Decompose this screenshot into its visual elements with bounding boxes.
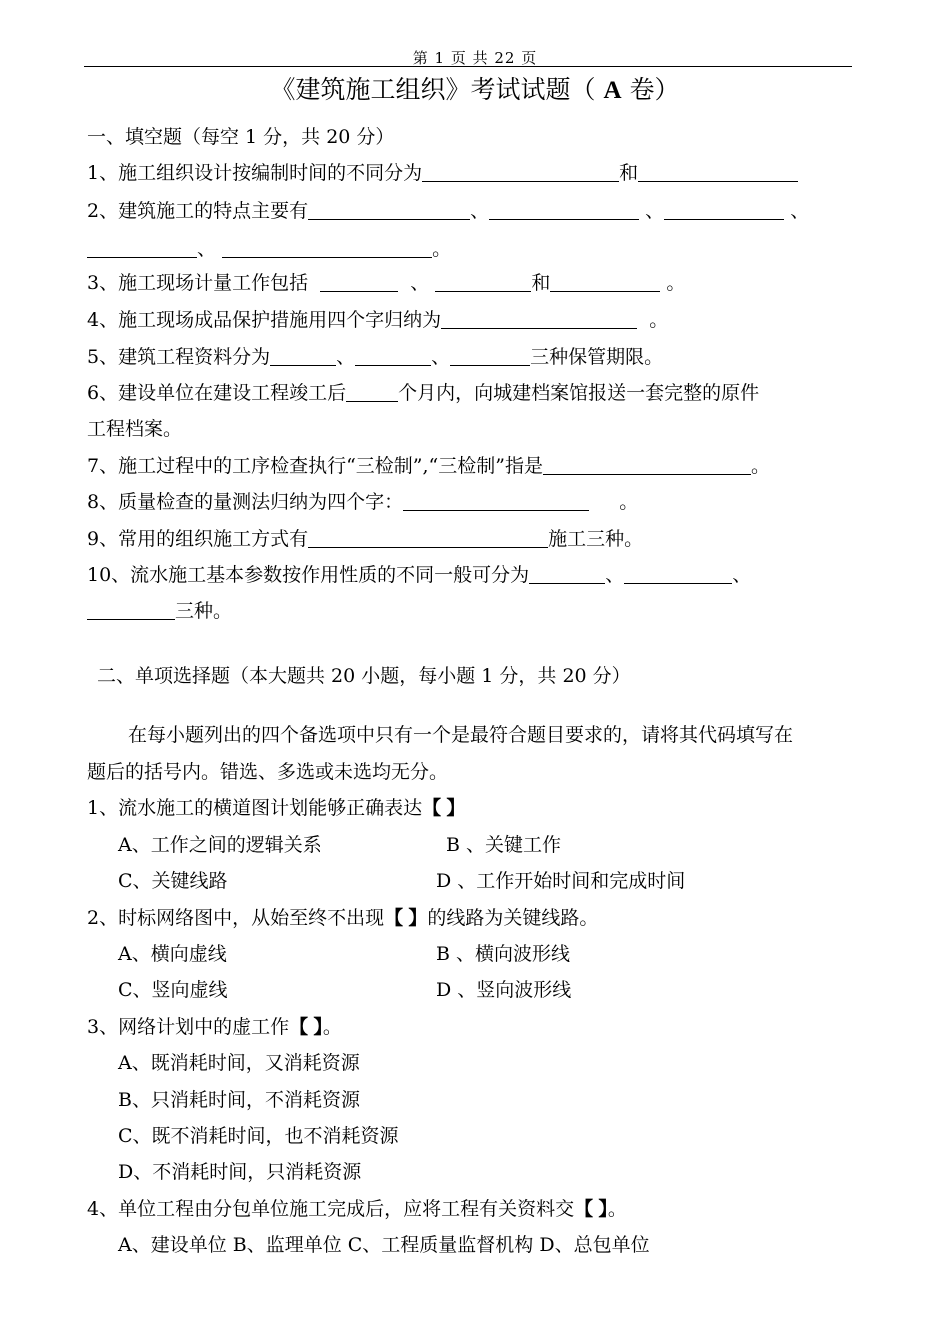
separator: 、 (431, 346, 451, 368)
q3-text: 3、施工现场计量工作包括 (87, 272, 309, 294)
answer-blank[interactable] (489, 199, 639, 220)
separator: 、 (470, 200, 490, 222)
answer-blank[interactable] (543, 454, 751, 475)
title-prefix: 《建筑施工组织》考试试题（ (270, 75, 596, 104)
q7-text: 7、施工过程中的工序检查执行“三检制”,“三检制”指是 (87, 455, 543, 477)
fill-question-6 (87, 380, 850, 406)
choice-question-1 (87, 795, 850, 822)
answer-bracket[interactable]: 【 】 (384, 908, 428, 929)
answer-blank[interactable] (624, 563, 732, 584)
option-c: C、关键线路 (118, 870, 228, 892)
period: 。 (649, 309, 669, 331)
q9-text: 9、常用的组织施工方式有 (87, 528, 309, 550)
answer-blank[interactable] (87, 599, 175, 620)
period: 。 (432, 238, 452, 260)
answer-blank[interactable] (664, 199, 784, 220)
fill-question-1 (87, 160, 850, 186)
answer-bracket[interactable]: 【 】 (574, 1199, 608, 1220)
answer-blank[interactable] (346, 381, 398, 402)
answer-blank[interactable] (308, 527, 548, 548)
fill-question-3 (87, 270, 850, 296)
question-stem-end: 。 (322, 1016, 342, 1038)
choice-question-4 (87, 1196, 850, 1223)
separator: 、 (605, 564, 625, 586)
fill-question-7 (87, 453, 850, 479)
option-d: D 、竖向波形线 (436, 979, 572, 1001)
q6-text: 6、建设单位在建设工程竣工后 (87, 382, 347, 404)
answer-blank[interactable] (638, 161, 798, 182)
q6-text-cont: 个月内，向城建档案馆报送一套完整的原件 (398, 382, 760, 404)
period: 。 (750, 455, 770, 477)
answer-blank[interactable] (270, 345, 336, 366)
title-suffix: 卷） (629, 75, 680, 104)
option-a: A、既消耗时间，又消耗资源 (118, 1052, 360, 1074)
answer-blank[interactable] (529, 563, 605, 584)
separator: 、 (732, 564, 752, 586)
q10-text: 10、流水施工基本参数按作用性质的不同一般可分为 (87, 564, 530, 586)
answer-bracket[interactable]: 【 】 (289, 1017, 323, 1038)
q5-text: 5、建筑工程资料分为 (87, 346, 271, 368)
option-a: A、工作之间的逻辑关系 (118, 834, 322, 856)
option-b: B 、横向波形线 (436, 943, 571, 965)
period: 。 (619, 491, 639, 513)
answer-blank[interactable] (222, 237, 432, 258)
fill-question-2 (87, 198, 850, 224)
exam-title (0, 74, 950, 107)
section2-intro-line1: 在每小题列出的四个备选项中只有一个是最符合题目要求的，请将其代码填写在 (128, 724, 794, 746)
fill-question-8 (87, 489, 850, 515)
option-d: D 、工作开始时间和完成时间 (436, 870, 686, 892)
q2-text: 2、建筑施工的特点主要有 (87, 200, 309, 222)
answer-bracket[interactable]: 【 】 (422, 798, 466, 819)
fill-question-9 (87, 526, 850, 552)
option-b: B、只消耗时间，不消耗资源 (118, 1089, 360, 1111)
section2-heading: 二、单项选择题（本大题共 20 小题，每小题 1 分，共 20 分） (97, 665, 631, 687)
choice-question-3 (87, 1014, 850, 1041)
answer-blank[interactable] (308, 199, 470, 220)
fill-question-10 (87, 562, 850, 588)
question-stem: 1、流水施工的横道图计划能够正确表达 (87, 797, 423, 819)
answer-blank[interactable] (422, 161, 619, 182)
answer-blank[interactable] (450, 345, 530, 366)
q1-and: 和 (619, 162, 639, 184)
answer-blank[interactable] (441, 308, 637, 329)
section2-intro-line2: 题后的括号内。错选、多选或未选均无分。 (87, 761, 449, 783)
answer-blank[interactable] (435, 271, 531, 292)
answer-blank[interactable] (320, 271, 398, 292)
answer-blank[interactable] (403, 490, 589, 511)
fill-question-4 (87, 307, 850, 333)
q10-end: 三种。 (175, 600, 233, 622)
option-c: C、竖向虚线 (118, 979, 228, 1001)
separator: 、 (197, 238, 217, 260)
fill-question-5 (87, 344, 850, 370)
question-stem: 4、单位工程由分包单位施工完成后，应将工程有关资料交 (87, 1198, 575, 1220)
answer-blank[interactable] (355, 345, 431, 366)
section1-heading: 一、填空题（每空 1 分，共 20 分） (87, 126, 395, 148)
fill-question-2-cont (87, 236, 850, 262)
separator: 、 (790, 200, 810, 222)
choice-question-2 (87, 905, 850, 932)
option-d: D、不消耗时间，只消耗资源 (118, 1161, 362, 1183)
header-rule (84, 66, 852, 67)
answer-blank[interactable] (550, 271, 660, 292)
options-row: A、建设单位 B、监理单位 C、工程质量监督机构 D、总包单位 (118, 1234, 650, 1256)
q1-text: 1、施工组织设计按编制时间的不同分为 (87, 162, 423, 184)
answer-blank[interactable] (87, 237, 197, 258)
page-number-header: 第 1 页 共 22 页 (412, 49, 538, 67)
option-b: B 、关键工作 (446, 834, 562, 856)
q4-text: 4、施工现场成品保护措施用四个字归纳为 (87, 309, 442, 331)
q9-end: 施工三种。 (548, 528, 644, 550)
q3-and: 和 (531, 272, 551, 294)
option-c: C、既不消耗时间，也不消耗资源 (118, 1125, 399, 1147)
q8-text: 8、质量检查的量测法归纳为四个字： (87, 491, 404, 513)
fill-question-10-cont (87, 598, 850, 624)
separator: 、 (645, 200, 665, 222)
question-stem: 3、网络计划中的虚工作 (87, 1016, 290, 1038)
question-stem: 2、时标网络图中，从始至终不出现 (87, 907, 385, 929)
question-stem-end: 。 (607, 1198, 627, 1220)
separator: 、 (410, 272, 430, 294)
fill-question-6-cont: 工程档案。 (87, 418, 183, 440)
period: 。 (666, 272, 686, 294)
question-stem-end: 的线路为关键线路。 (427, 907, 599, 929)
q5-end: 三种保管期限。 (530, 346, 664, 368)
option-a: A、横向虚线 (118, 943, 227, 965)
separator: 、 (336, 346, 356, 368)
title-paper-letter: A (603, 77, 622, 104)
